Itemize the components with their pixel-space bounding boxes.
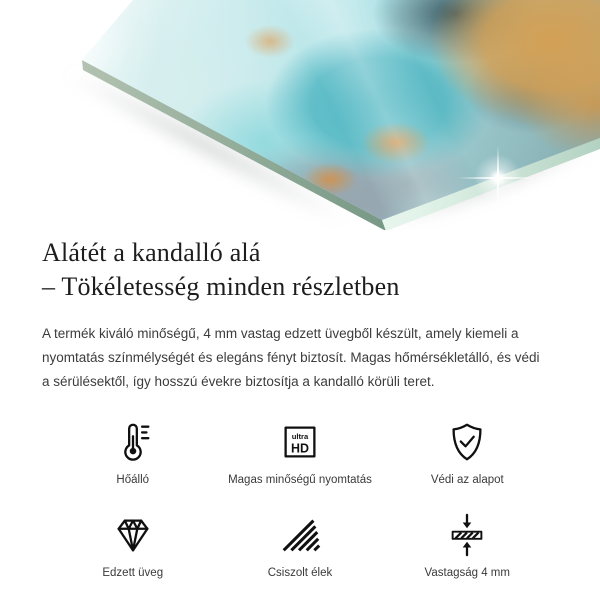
polished-edges-icon <box>277 512 323 558</box>
product-description-text: A termék kiváló minőségű, 4 mm vastag edzett üvegből készült, amely kiemeli a nyomtatás színmélységét és elegáns fényt biztosít. Magas hőmérsékletálló, és védi a sérülésektől, így hosszú évekre biztosítja a kandalló körüli teret. <box>42 325 540 390</box>
thermometer-icon <box>110 419 156 465</box>
feature-label: Védi az alapot <box>430 473 504 486</box>
feature-label: Edzett üveg <box>102 566 164 579</box>
page-title <box>42 236 558 305</box>
feature-heat-resistant <box>60 419 205 486</box>
title-line-1: Alátét a kandalló alá <box>42 238 261 267</box>
product-hero-image <box>0 0 600 230</box>
title-line-2: – Tökéletesség minden részletben <box>42 272 400 302</box>
feature-grid <box>42 419 558 579</box>
feature-label: Vastagság 4 mm <box>424 566 510 579</box>
ultra-hd-icon <box>277 419 323 465</box>
feature-label: Hőálló <box>116 473 150 486</box>
thickness-icon <box>444 512 490 558</box>
feature-protects-base <box>395 419 540 486</box>
shield-check-icon <box>444 419 490 465</box>
diamond-icon <box>110 512 156 558</box>
feature-label: Magas minőségű nyomtatás <box>228 473 372 486</box>
feature-ultra-hd-print <box>205 419 394 486</box>
feature-thickness-4mm <box>395 512 540 579</box>
feature-polished-edges <box>205 512 394 579</box>
svg-text:HD: HD <box>291 441 309 456</box>
sparkle-icon <box>458 138 538 218</box>
feature-tempered-glass <box>60 512 205 579</box>
product-description-section <box>0 230 600 579</box>
feature-label: Csiszolt élek <box>267 566 333 579</box>
svg-text:ultra: ultra <box>291 431 309 441</box>
